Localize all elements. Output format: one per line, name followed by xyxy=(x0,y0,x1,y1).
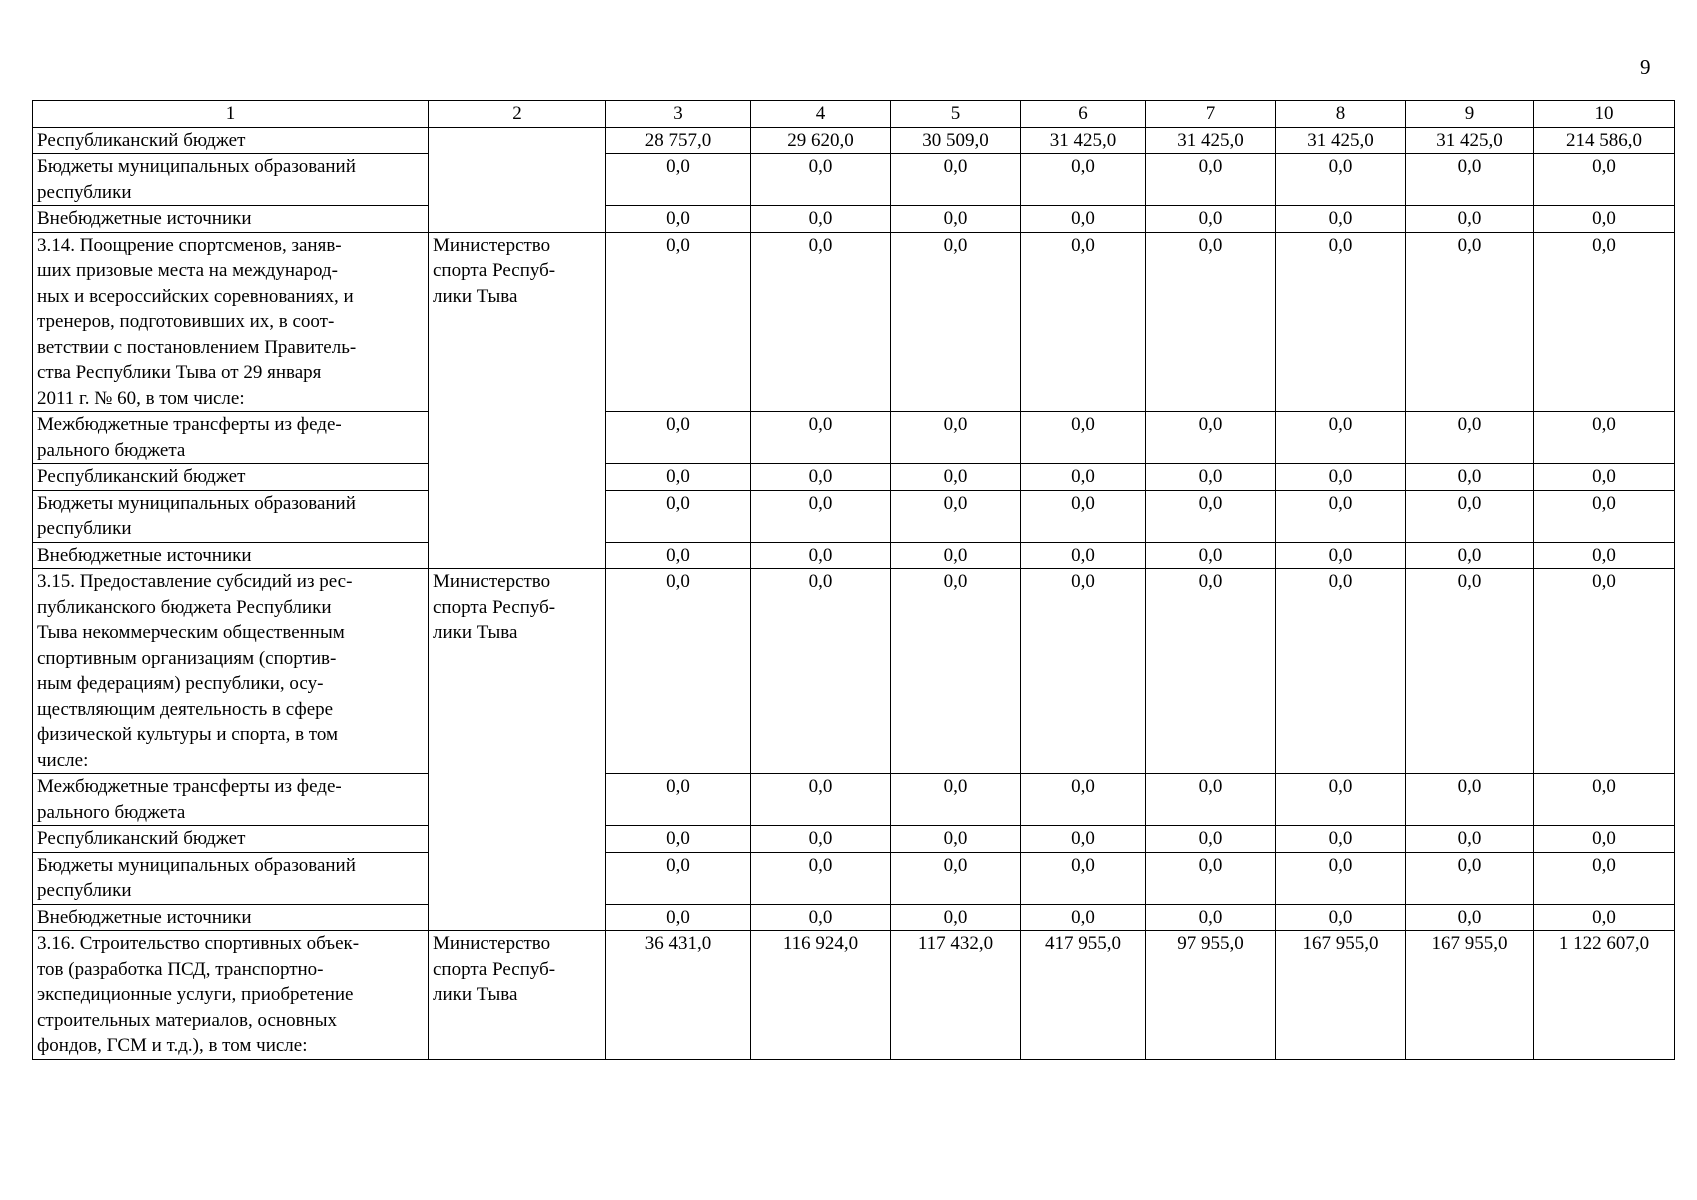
value-col-5: 0,0 xyxy=(891,542,1021,569)
value-col-9: 0,0 xyxy=(1406,154,1534,206)
value-col-5: 0,0 xyxy=(891,490,1021,542)
value-col-3: 0,0 xyxy=(606,569,751,774)
value-col-7: 0,0 xyxy=(1146,232,1276,412)
row-name: 3.14. Поощрение спортсменов, заняв- ших призовые места на международ- ных и всероссийских соревнованиях, и тренеров, подготовивших их, в соот- ветствии с постановлением Правитель- ства Республики Тыва от 29 января 2011 г. № 60, в том числе: xyxy=(33,232,429,412)
value-col-10: 0,0 xyxy=(1534,542,1675,569)
value-col-8: 167 955,0 xyxy=(1276,931,1406,1060)
column-header-2: 2 xyxy=(429,101,606,128)
value-col-3: 0,0 xyxy=(606,774,751,826)
row-name: Бюджеты муниципальных образований республики xyxy=(33,490,429,542)
row-name: Межбюджетные трансферты из феде- рального бюджета xyxy=(33,774,429,826)
column-header-6: 6 xyxy=(1021,101,1146,128)
value-col-8: 0,0 xyxy=(1276,852,1406,904)
row-name: Республиканский бюджет xyxy=(33,127,429,154)
value-col-5: 0,0 xyxy=(891,569,1021,774)
value-col-3: 0,0 xyxy=(606,232,751,412)
executor-cell: Министерство спорта Респуб- лики Тыва xyxy=(429,232,606,569)
value-col-4: 0,0 xyxy=(751,412,891,464)
value-col-4: 0,0 xyxy=(751,464,891,491)
value-col-3: 0,0 xyxy=(606,464,751,491)
page-number: 9 xyxy=(1640,55,1651,79)
table-row xyxy=(33,127,1675,154)
column-header-8: 8 xyxy=(1276,101,1406,128)
value-col-6: 0,0 xyxy=(1021,542,1146,569)
value-col-4: 0,0 xyxy=(751,826,891,853)
value-col-10: 0,0 xyxy=(1534,569,1675,774)
value-col-10: 1 122 607,0 xyxy=(1534,931,1675,1060)
value-col-3: 0,0 xyxy=(606,542,751,569)
value-col-10: 0,0 xyxy=(1534,412,1675,464)
value-col-5: 0,0 xyxy=(891,464,1021,491)
value-col-6: 0,0 xyxy=(1021,232,1146,412)
executor-cell: Министерство спорта Респуб- лики Тыва xyxy=(429,569,606,931)
value-col-3: 28 757,0 xyxy=(606,127,751,154)
value-col-7: 0,0 xyxy=(1146,154,1276,206)
value-col-6: 31 425,0 xyxy=(1021,127,1146,154)
value-col-7: 0,0 xyxy=(1146,464,1276,491)
row-name: 3.15. Предоставление субсидий из рес- публиканского бюджета Республики Тыва некоммерческим общественным спортивным организациям (спортив- ным федерациям) республики, осу- ществляющим деятельность в сфере физической культуры и спорта, в том числе: xyxy=(33,569,429,774)
value-col-6: 0,0 xyxy=(1021,826,1146,853)
value-col-4: 0,0 xyxy=(751,206,891,233)
value-col-8: 0,0 xyxy=(1276,826,1406,853)
value-col-5: 0,0 xyxy=(891,154,1021,206)
table-row xyxy=(33,154,1675,206)
value-col-4: 0,0 xyxy=(751,232,891,412)
row-name: Внебюджетные источники xyxy=(33,542,429,569)
column-header-7: 7 xyxy=(1146,101,1276,128)
value-col-10: 0,0 xyxy=(1534,904,1675,931)
value-col-4: 116 924,0 xyxy=(751,931,891,1060)
column-header-3: 3 xyxy=(606,101,751,128)
column-header-10: 10 xyxy=(1534,101,1675,128)
value-col-3: 0,0 xyxy=(606,826,751,853)
value-col-10: 0,0 xyxy=(1534,464,1675,491)
value-col-9: 0,0 xyxy=(1406,774,1534,826)
value-col-7: 0,0 xyxy=(1146,826,1276,853)
row-name: Внебюджетные источники xyxy=(33,206,429,233)
table-row xyxy=(33,232,1675,412)
value-col-6: 0,0 xyxy=(1021,412,1146,464)
row-name: Межбюджетные трансферты из феде- рального бюджета xyxy=(33,412,429,464)
value-col-8: 0,0 xyxy=(1276,904,1406,931)
value-col-4: 29 620,0 xyxy=(751,127,891,154)
budget-table xyxy=(32,100,1675,1060)
value-col-6: 0,0 xyxy=(1021,852,1146,904)
value-col-7: 0,0 xyxy=(1146,206,1276,233)
table-row xyxy=(33,569,1675,774)
value-col-6: 0,0 xyxy=(1021,490,1146,542)
table-row xyxy=(33,206,1675,233)
value-col-5: 30 509,0 xyxy=(891,127,1021,154)
value-col-8: 0,0 xyxy=(1276,490,1406,542)
column-header-4: 4 xyxy=(751,101,891,128)
table-row xyxy=(33,464,1675,491)
value-col-10: 0,0 xyxy=(1534,232,1675,412)
value-col-4: 0,0 xyxy=(751,852,891,904)
table-row xyxy=(33,542,1675,569)
value-col-7: 0,0 xyxy=(1146,852,1276,904)
table-row xyxy=(33,931,1675,1060)
value-col-9: 0,0 xyxy=(1406,542,1534,569)
value-col-9: 167 955,0 xyxy=(1406,931,1534,1060)
row-name: Республиканский бюджет xyxy=(33,826,429,853)
value-col-5: 0,0 xyxy=(891,826,1021,853)
row-name: Бюджеты муниципальных образований республики xyxy=(33,154,429,206)
value-col-8: 0,0 xyxy=(1276,542,1406,569)
value-col-9: 0,0 xyxy=(1406,232,1534,412)
value-col-4: 0,0 xyxy=(751,490,891,542)
value-col-10: 0,0 xyxy=(1534,826,1675,853)
value-col-4: 0,0 xyxy=(751,542,891,569)
value-col-8: 0,0 xyxy=(1276,569,1406,774)
value-col-6: 0,0 xyxy=(1021,154,1146,206)
table-row xyxy=(33,826,1675,853)
value-col-3: 0,0 xyxy=(606,154,751,206)
value-col-9: 0,0 xyxy=(1406,904,1534,931)
value-col-5: 0,0 xyxy=(891,206,1021,233)
value-col-5: 117 432,0 xyxy=(891,931,1021,1060)
value-col-9: 0,0 xyxy=(1406,826,1534,853)
value-col-7: 0,0 xyxy=(1146,412,1276,464)
value-col-7: 0,0 xyxy=(1146,542,1276,569)
value-col-8: 0,0 xyxy=(1276,154,1406,206)
value-col-5: 0,0 xyxy=(891,774,1021,826)
value-col-10: 0,0 xyxy=(1534,206,1675,233)
value-col-8: 0,0 xyxy=(1276,232,1406,412)
executor-cell: Министерство спорта Респуб- лики Тыва xyxy=(429,931,606,1060)
value-col-8: 0,0 xyxy=(1276,464,1406,491)
value-col-8: 0,0 xyxy=(1276,206,1406,233)
value-col-8: 0,0 xyxy=(1276,774,1406,826)
table-row xyxy=(33,904,1675,931)
value-col-10: 214 586,0 xyxy=(1534,127,1675,154)
value-col-9: 0,0 xyxy=(1406,206,1534,233)
value-col-6: 0,0 xyxy=(1021,569,1146,774)
value-col-4: 0,0 xyxy=(751,904,891,931)
value-col-7: 0,0 xyxy=(1146,904,1276,931)
value-col-10: 0,0 xyxy=(1534,852,1675,904)
value-col-5: 0,0 xyxy=(891,852,1021,904)
value-col-9: 0,0 xyxy=(1406,490,1534,542)
value-col-6: 0,0 xyxy=(1021,206,1146,233)
value-col-6: 0,0 xyxy=(1021,904,1146,931)
row-name: 3.16. Строительство спортивных объек- тов (разработка ПСД, транспортно- экспедиционные услуги, приобретение строительных материалов, основных фондов, ГСМ и т.д.), в том числе: xyxy=(33,931,429,1060)
value-col-8: 0,0 xyxy=(1276,412,1406,464)
value-col-7: 0,0 xyxy=(1146,774,1276,826)
table-row xyxy=(33,412,1675,464)
value-col-10: 0,0 xyxy=(1534,154,1675,206)
value-col-4: 0,0 xyxy=(751,774,891,826)
value-col-7: 0,0 xyxy=(1146,569,1276,774)
value-col-3: 36 431,0 xyxy=(606,931,751,1060)
table-row xyxy=(33,490,1675,542)
value-col-3: 0,0 xyxy=(606,852,751,904)
value-col-9: 0,0 xyxy=(1406,852,1534,904)
column-header-9: 9 xyxy=(1406,101,1534,128)
value-col-5: 0,0 xyxy=(891,904,1021,931)
value-col-6: 417 955,0 xyxy=(1021,931,1146,1060)
executor-cell xyxy=(429,127,606,232)
header-row xyxy=(33,101,1675,128)
value-col-9: 0,0 xyxy=(1406,464,1534,491)
column-header-5: 5 xyxy=(891,101,1021,128)
value-col-5: 0,0 xyxy=(891,232,1021,412)
value-col-9: 31 425,0 xyxy=(1406,127,1534,154)
value-col-9: 0,0 xyxy=(1406,412,1534,464)
value-col-3: 0,0 xyxy=(606,412,751,464)
column-header-1: 1 xyxy=(33,101,429,128)
value-col-7: 0,0 xyxy=(1146,490,1276,542)
value-col-8: 31 425,0 xyxy=(1276,127,1406,154)
value-col-7: 31 425,0 xyxy=(1146,127,1276,154)
value-col-9: 0,0 xyxy=(1406,569,1534,774)
value-col-10: 0,0 xyxy=(1534,490,1675,542)
value-col-3: 0,0 xyxy=(606,490,751,542)
table-row xyxy=(33,852,1675,904)
value-col-3: 0,0 xyxy=(606,206,751,233)
value-col-4: 0,0 xyxy=(751,569,891,774)
row-name: Республиканский бюджет xyxy=(33,464,429,491)
value-col-7: 97 955,0 xyxy=(1146,931,1276,1060)
table-row xyxy=(33,774,1675,826)
value-col-6: 0,0 xyxy=(1021,774,1146,826)
value-col-3: 0,0 xyxy=(606,904,751,931)
value-col-6: 0,0 xyxy=(1021,464,1146,491)
value-col-5: 0,0 xyxy=(891,412,1021,464)
row-name: Бюджеты муниципальных образований республики xyxy=(33,852,429,904)
value-col-4: 0,0 xyxy=(751,154,891,206)
value-col-10: 0,0 xyxy=(1534,774,1675,826)
row-name: Внебюджетные источники xyxy=(33,904,429,931)
